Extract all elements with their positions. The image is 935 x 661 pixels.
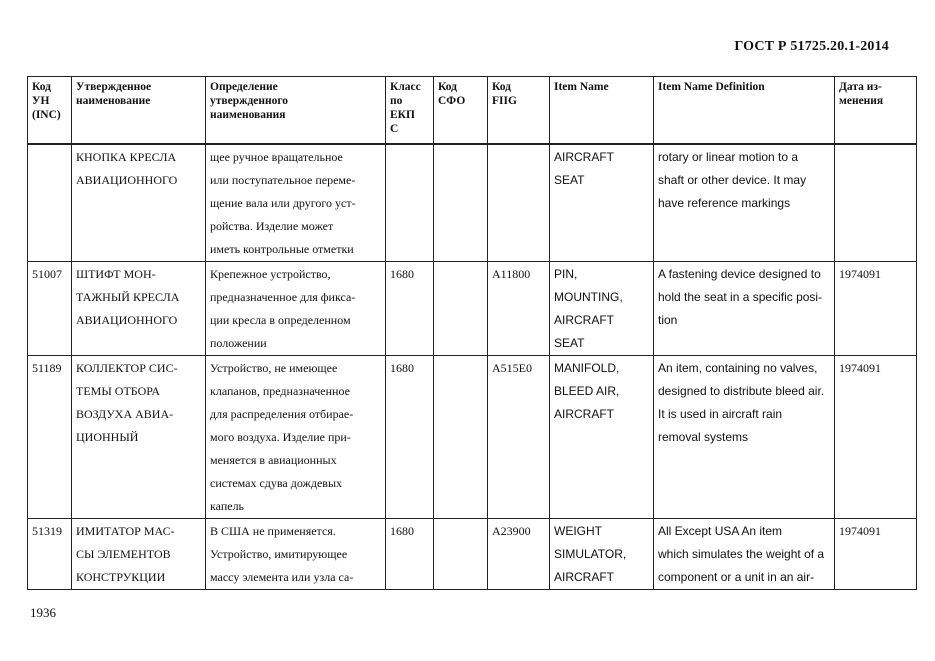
cell-definition [206, 144, 386, 262]
cell-definition-line: Устройство, не имеющее [210, 361, 338, 375]
column-header-line: по [390, 95, 403, 107]
cell-definition-line: или поступательное переме- [210, 173, 356, 187]
column-header [654, 77, 835, 145]
cell-approved-name-line: ТЕМЫ ОТБОРА [76, 384, 161, 398]
cell-item-definition [654, 144, 835, 262]
cell-definition [206, 262, 386, 356]
column-header-line: Класс [390, 81, 421, 93]
cell-change-date: 1974091 [835, 519, 917, 590]
cell-item-definition-line: An item, containing no valves, [658, 361, 818, 375]
document-code: ГОСТ Р 51725.20.1-2014 [734, 39, 889, 54]
table-row [28, 144, 917, 262]
cell-approved-name-line: ШТИФТ МОН- [76, 267, 156, 281]
cell-definition-line: предназначенное для фикса- [210, 290, 356, 304]
cell-item-definition-line: component or a unit in an air- [658, 570, 815, 584]
cell-approved-name-line: ТАЖНЫЙ КРЕСЛА [76, 290, 180, 304]
cell-definition-line: капель [210, 499, 245, 513]
cell-class [386, 144, 434, 262]
column-header-line: Код [32, 81, 52, 93]
cell-item-name [550, 144, 654, 262]
cell-item-name [550, 356, 654, 519]
cell-sfo [434, 262, 488, 356]
cell-item-definition-line: All Except USA An item [658, 524, 783, 538]
cell-item-definition-line: removal systems [658, 430, 749, 444]
column-header-line: Код [438, 81, 458, 93]
cell-class: 1680 [386, 519, 434, 590]
cell-sfo [434, 519, 488, 590]
cell-item-definition-line: designed to distribute bleed air. [658, 384, 825, 398]
cell-item-definition-line: which simulates the weight of a [658, 547, 825, 561]
cell-item-name-line: WEIGHT [554, 524, 602, 538]
cell-item-definition [654, 356, 835, 519]
column-header-line: Дата из- [839, 81, 882, 93]
column-header-line: СФО [438, 95, 466, 107]
table-body [28, 144, 917, 590]
cell-definition-line: Крепежное устройство, [210, 267, 331, 281]
column-header-line: (INC) [32, 109, 61, 121]
column-header [28, 77, 72, 145]
cell-fiig: A515E0 [488, 356, 550, 519]
cell-approved-name [72, 356, 206, 519]
cell-class: 1680 [386, 356, 434, 519]
column-header [550, 77, 654, 145]
cell-code: 51189 [28, 356, 72, 519]
column-header [434, 77, 488, 145]
catalog-table [27, 76, 917, 590]
cell-change-date [835, 144, 917, 262]
cell-item-name-line: SEAT [554, 173, 585, 187]
cell-definition [206, 356, 386, 519]
cell-definition-line: положении [210, 336, 267, 350]
cell-definition-line: мого воздуха. Изделие при- [210, 430, 351, 444]
column-header-line: ЕКП [390, 109, 415, 121]
cell-item-definition-line: A fastening device designed to [658, 267, 821, 281]
cell-approved-name-line: КОНСТРУКЦИИ [76, 570, 166, 584]
table-row [28, 356, 917, 519]
cell-approved-name [72, 144, 206, 262]
cell-item-definition-line: shaft or other device. It may [658, 173, 807, 187]
column-header-line: Определение [210, 81, 278, 93]
cell-item-name-line: AIRCRAFT [554, 407, 614, 421]
cell-item-name [550, 262, 654, 356]
cell-item-name-line: BLEED AIR, [554, 384, 620, 398]
cell-item-name-line: MOUNTING, [554, 290, 623, 304]
cell-item-name-line: SEAT [554, 336, 585, 350]
column-header-line: УН [32, 95, 50, 107]
cell-definition-line: меняется в авиационных [210, 453, 337, 467]
cell-fiig: A23900 [488, 519, 550, 590]
cell-definition-line: щение вала или другого уст- [210, 196, 356, 210]
column-header-line: наименования [210, 109, 286, 121]
cell-approved-name-line: КНОПКА КРЕСЛА [76, 150, 177, 164]
cell-change-date: 1974091 [835, 356, 917, 519]
cell-item-definition-line: tion [658, 313, 678, 327]
cell-approved-name-line: КОЛЛЕКТОР СИС- [76, 361, 178, 375]
cell-definition-line: массу элемента или узла са- [210, 570, 354, 584]
cell-approved-name-line: АВИАЦИОННОГО [76, 173, 178, 187]
column-header [206, 77, 386, 145]
cell-approved-name-line: АВИАЦИОННОГО [76, 313, 178, 327]
table-row [28, 519, 917, 590]
cell-approved-name-line: ВОЗДУХА АВИА- [76, 407, 174, 421]
cell-fiig: A11800 [488, 262, 550, 356]
cell-approved-name-line: ЦИОННЫЙ [76, 430, 139, 444]
cell-approved-name-line: СЫ ЭЛЕМЕНТОВ [76, 547, 171, 561]
cell-definition-line: ции кресла в определенном [210, 313, 351, 327]
cell-item-definition [654, 519, 835, 590]
cell-item-definition-line: have reference markings [658, 196, 791, 210]
column-header [386, 77, 434, 145]
cell-item-definition-line: It is used in aircraft rain [658, 407, 783, 421]
cell-definition-line: В США не применяется. [210, 524, 336, 538]
cell-code: 51007 [28, 262, 72, 356]
cell-class: 1680 [386, 262, 434, 356]
cell-item-definition-line: rotary or linear motion to a [658, 150, 799, 164]
cell-sfo [434, 356, 488, 519]
cell-fiig [488, 144, 550, 262]
cell-item-name-line: PIN, [554, 267, 578, 281]
cell-approved-name-line: ИМИТАТОР МАС- [76, 524, 175, 538]
cell-code: 51319 [28, 519, 72, 590]
cell-definition-line: ройства. Изделие может [210, 219, 334, 233]
table-row [28, 262, 917, 356]
cell-definition [206, 519, 386, 590]
column-header-line: утвержденного [210, 95, 289, 107]
page-number: 1936 [30, 605, 56, 620]
column-header [835, 77, 917, 145]
column-header [72, 77, 206, 145]
column-header-line: Код [492, 81, 512, 93]
cell-item-name [550, 519, 654, 590]
cell-item-name-line: AIRCRAFT [554, 313, 614, 327]
cell-definition-line: Устройство, имитирующее [210, 547, 348, 561]
cell-item-definition [654, 262, 835, 356]
cell-definition-line: щее ручное вращательное [210, 150, 343, 164]
cell-definition-line: иметь контрольные отметки [210, 242, 354, 256]
cell-item-name-line: SIMULATOR, [554, 547, 627, 561]
cell-code [28, 144, 72, 262]
column-header-line: наименование [76, 95, 151, 107]
column-header-line: менения [839, 95, 884, 107]
cell-sfo [434, 144, 488, 262]
cell-item-definition-line: hold the seat in a specific posi- [658, 290, 823, 304]
cell-approved-name [72, 262, 206, 356]
column-header-line: Утвержденное [76, 81, 152, 93]
cell-item-name-line: AIRCRAFT [554, 570, 614, 584]
cell-definition-line: клапанов, предназначенное [210, 384, 350, 398]
cell-definition-line: для распределения отбирае- [210, 407, 354, 421]
cell-approved-name [72, 519, 206, 590]
column-header-line: Item Name [554, 81, 609, 93]
column-header-line: FIIG [492, 95, 517, 107]
column-header-line: С [390, 123, 399, 135]
cell-item-name-line: AIRCRAFT [554, 150, 614, 164]
table-header-row [28, 77, 917, 145]
column-header [488, 77, 550, 145]
cell-definition-line: системах сдува дождевых [210, 476, 343, 490]
cell-item-name-line: MANIFOLD, [554, 361, 620, 375]
column-header-line: Item Name Definition [658, 81, 765, 93]
cell-change-date: 1974091 [835, 262, 917, 356]
